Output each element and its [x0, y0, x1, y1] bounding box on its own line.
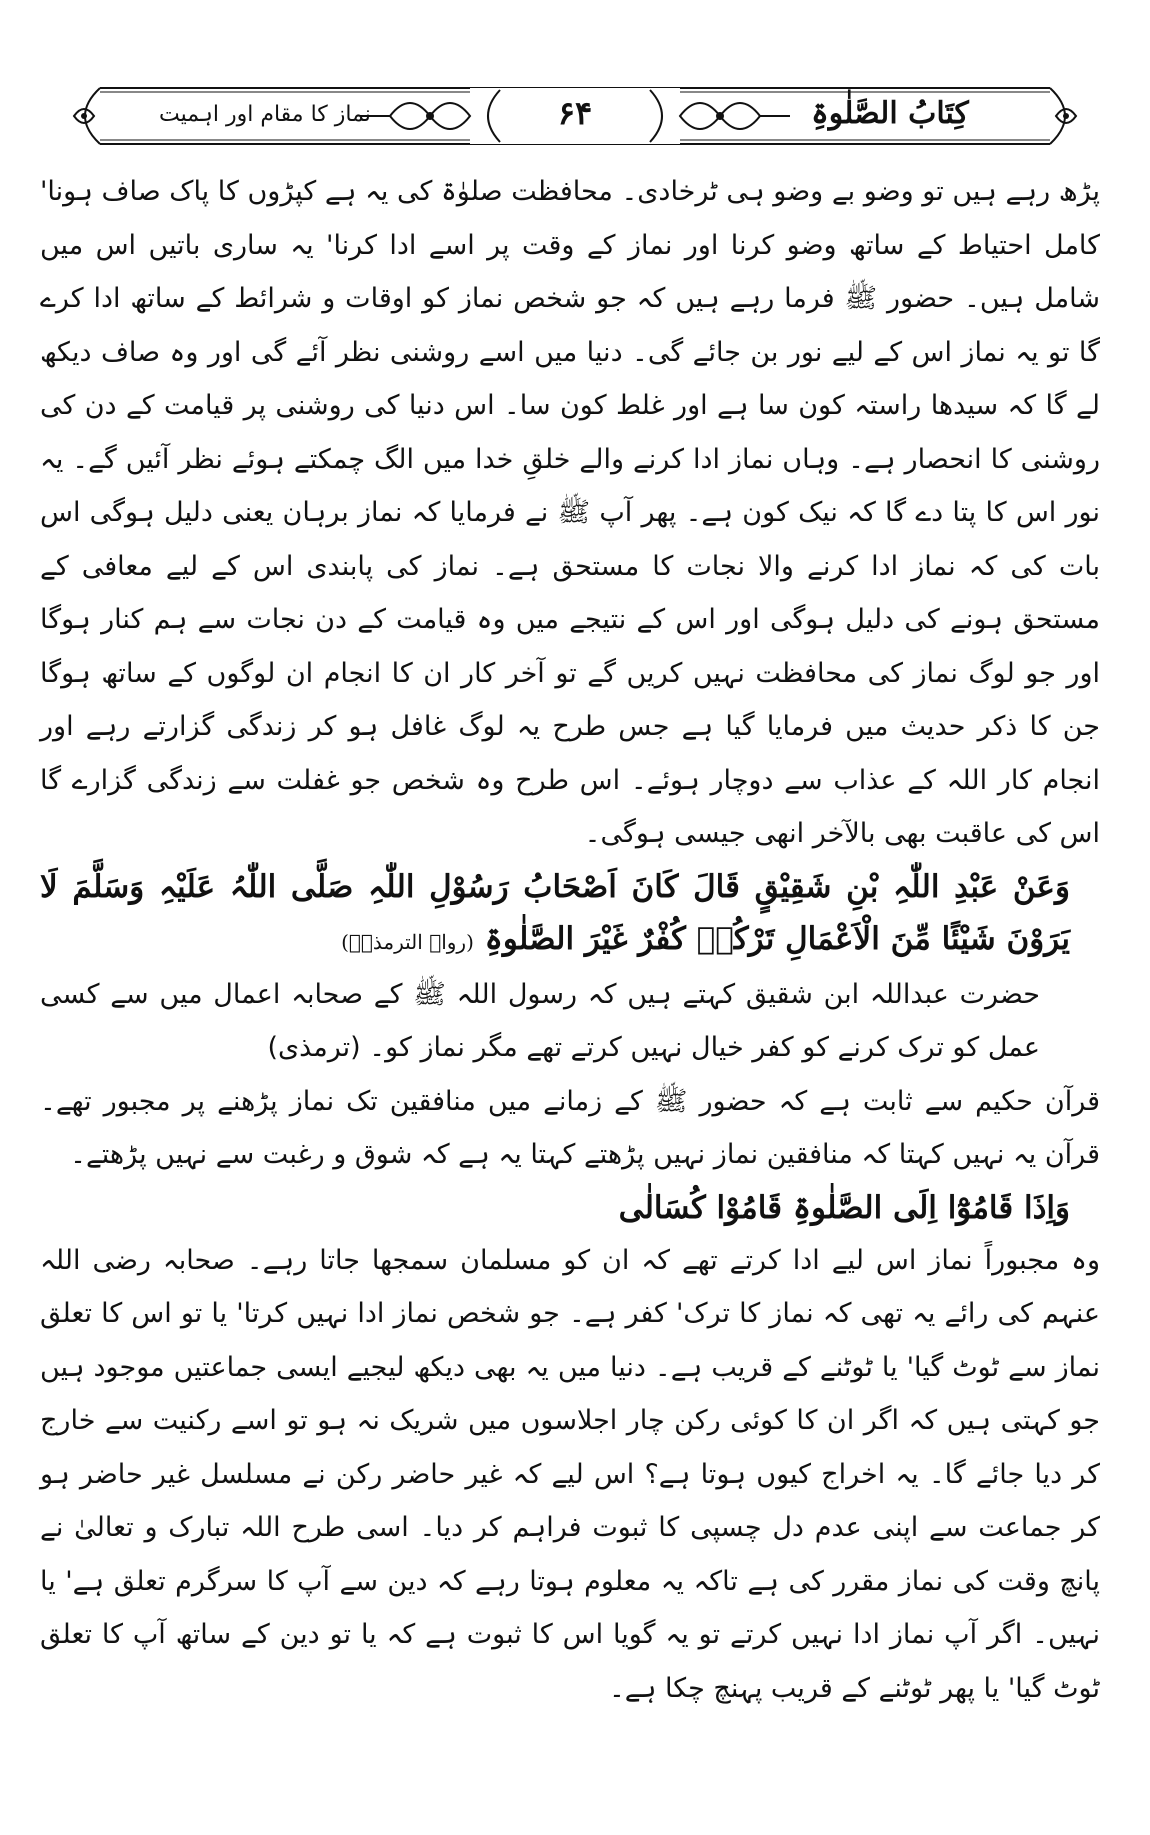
paragraph-2: قرآن حکیم سے ثابت ہے کہ حضور ﷺ کے زمانے میں منافقین تک نماز پڑھنے پر مجبور تھے۔ قرآن یہ نہیں کہتا کہ منافقین نماز نہیں پڑھتے کہتا یہ ہے کہ شوق و رغبت سے نہیں پڑھتے۔: [40, 1085, 1100, 1170]
hadith-translation: حضرت عبداللہ ابن شقیق کہتے ہیں کہ رسول اللہ ﷺ کے صحابہ اعمال میں سے کسی عمل کو ترک کرنے کو کفر خیال نہیں کرتے تھے مگر نماز کو۔ (ترمذی): [40, 978, 1040, 1063]
chapter-title: نماز کا مقام اور اہمیت: [159, 102, 371, 127]
page-number: ۶۴: [557, 94, 593, 132]
hadith-arabic: وَعَنْ عَبْدِ اللّٰہِ بْنِ شَقِیْقٍ قَالَ کَانَ اَصْحَابُ رَسُوْلِ اللّٰہِ صَلَّی اللّٰہُ عَلَیْہِ وَسَلَّمَ لَا یَرَوْنَ شَیْئًا مِّنَ الْاَعْمَالِ تَرْکُہٗ کُفْرٌ غَیْرَ الصَّلٰوۃِ: [40, 868, 1070, 957]
quran-verse: وَاِذَا قَامُوْٓا اِلَی الصَّلٰوۃِ قَامُوْا کُسَالٰی: [618, 1189, 1070, 1226]
page-body: [40, 165, 1100, 1715]
book-title: کِتَابُ الصَّلٰوۃِ: [811, 96, 969, 131]
hadith-reference: (رواہ الترمذیؒ): [341, 929, 474, 954]
hadith-arabic-text: [40, 861, 1100, 968]
running-header: [60, 78, 1090, 156]
paragraph-3: وہ مجبوراً نماز اس لیے ادا کرتے تھے کہ ان کو مسلمان سمجھا جاتا رہے۔ صحابہ رضی اللہ عنہم کی رائے یہ تھی کہ نماز کا ترک' کفر ہے۔ جو شخص نماز ادا نہیں کرتا' یا تو اس کا تعلق نماز سے ٹوٹ گیا' یا ٹوٹنے کے قریب ہے۔ دنیا میں یہ بھی دیکھ لیجیے ایسی جماعتیں موجود ہیں جو کہتی ہیں کہ اگر ان کا کوئی رکن چار اجلاسوں میں شریک نہ ہو تو اسے رکنیت سے خارج کر دیا جائے گا۔ یہ اخراج کیوں ہوتا ہے؟ اس لیے کہ غیر حاضر رکن نے مسلسل غیر حاضر ہو کر جماعت سے اپنی عدم دل چسپی کا ثبوت فراہم کر دیا۔ اسی طرح اللہ تبارک و تعالیٰ نے پانچ وقت کی نماز مقرر کی ہے تاکہ یہ معلوم ہوتا رہے کہ دین سے آپ کا سرگرم تعلق ہے' یا نہیں۔ اگر آپ نماز ادا نہیں کرتے تو یہ گویا اس کا ثبوت ہے کہ یا تو دین کے ساتھ آپ کا تعلق ٹوٹ گیا' یا پھر ٹوٹنے کے قریب پہنچ چکا ہے۔: [40, 1244, 1100, 1704]
paragraph-1: پڑھ رہے ہیں تو وضو بے وضو ہی ٹرخادی۔ محافظت صلوٰۃ کی یہ ہے کپڑوں کا پاک صاف ہونا' کامل احتیاط کے ساتھ وضو کرنا اور نماز کے وقت پر اسے ادا کرنا' یہ ساری باتیں اس میں شامل ہیں۔ حضور ﷺ فرما رہے ہیں کہ جو شخص نماز کو اوقات و شرائط کے ساتھ ادا کرے گا تو یہ نماز اس کے لیے نور بن جائے گی۔ دنیا میں اسے روشنی نظر آئے گی اور وہ صاف دیکھ لے گا کہ سیدھا راستہ کون سا ہے اور غلط کون سا۔ اس دنیا کی روشنی پر قیامت کے دن کی روشنی کا انحصار ہے۔ وہاں نماز ادا کرنے والے خلقِ خدا میں الگ چمکتے ہوئے نظر آئیں گے۔ یہ نور اس کا پتا دے گا کہ نیک کون ہے۔ پھر آپ ﷺ نے فرمایا کہ نماز برہان یعنی دلیل ہوگی اس بات کی کہ نماز ادا کرنے والا نجات کا مستحق ہے۔ نماز کی پابندی اس کے لیے معافی کے مستحق ہونے کی دلیل ہوگی اور اس کے نتیجے میں وہ قیامت کے دن نجات سے ہم کنار ہوگا اور جو لوگ نماز کی محافظت نہیں کریں گے تو آخر کار ان کا انجام ان لوگوں کے ساتھ ہوگا جن کا ذکر حدیث میں فرمایا گیا ہے جس طرح یہ لوگ غافل ہو کر زندگی گزارتے رہے اور انجام کار اللہ کے عذاب سے دوچار ہوئے۔ اس طرح وہ شخص جو غفلت سے زندگی گزارے گا اس کی عاقبت بھی بالآخر انھی جیسی ہوگی۔: [40, 176, 1100, 849]
